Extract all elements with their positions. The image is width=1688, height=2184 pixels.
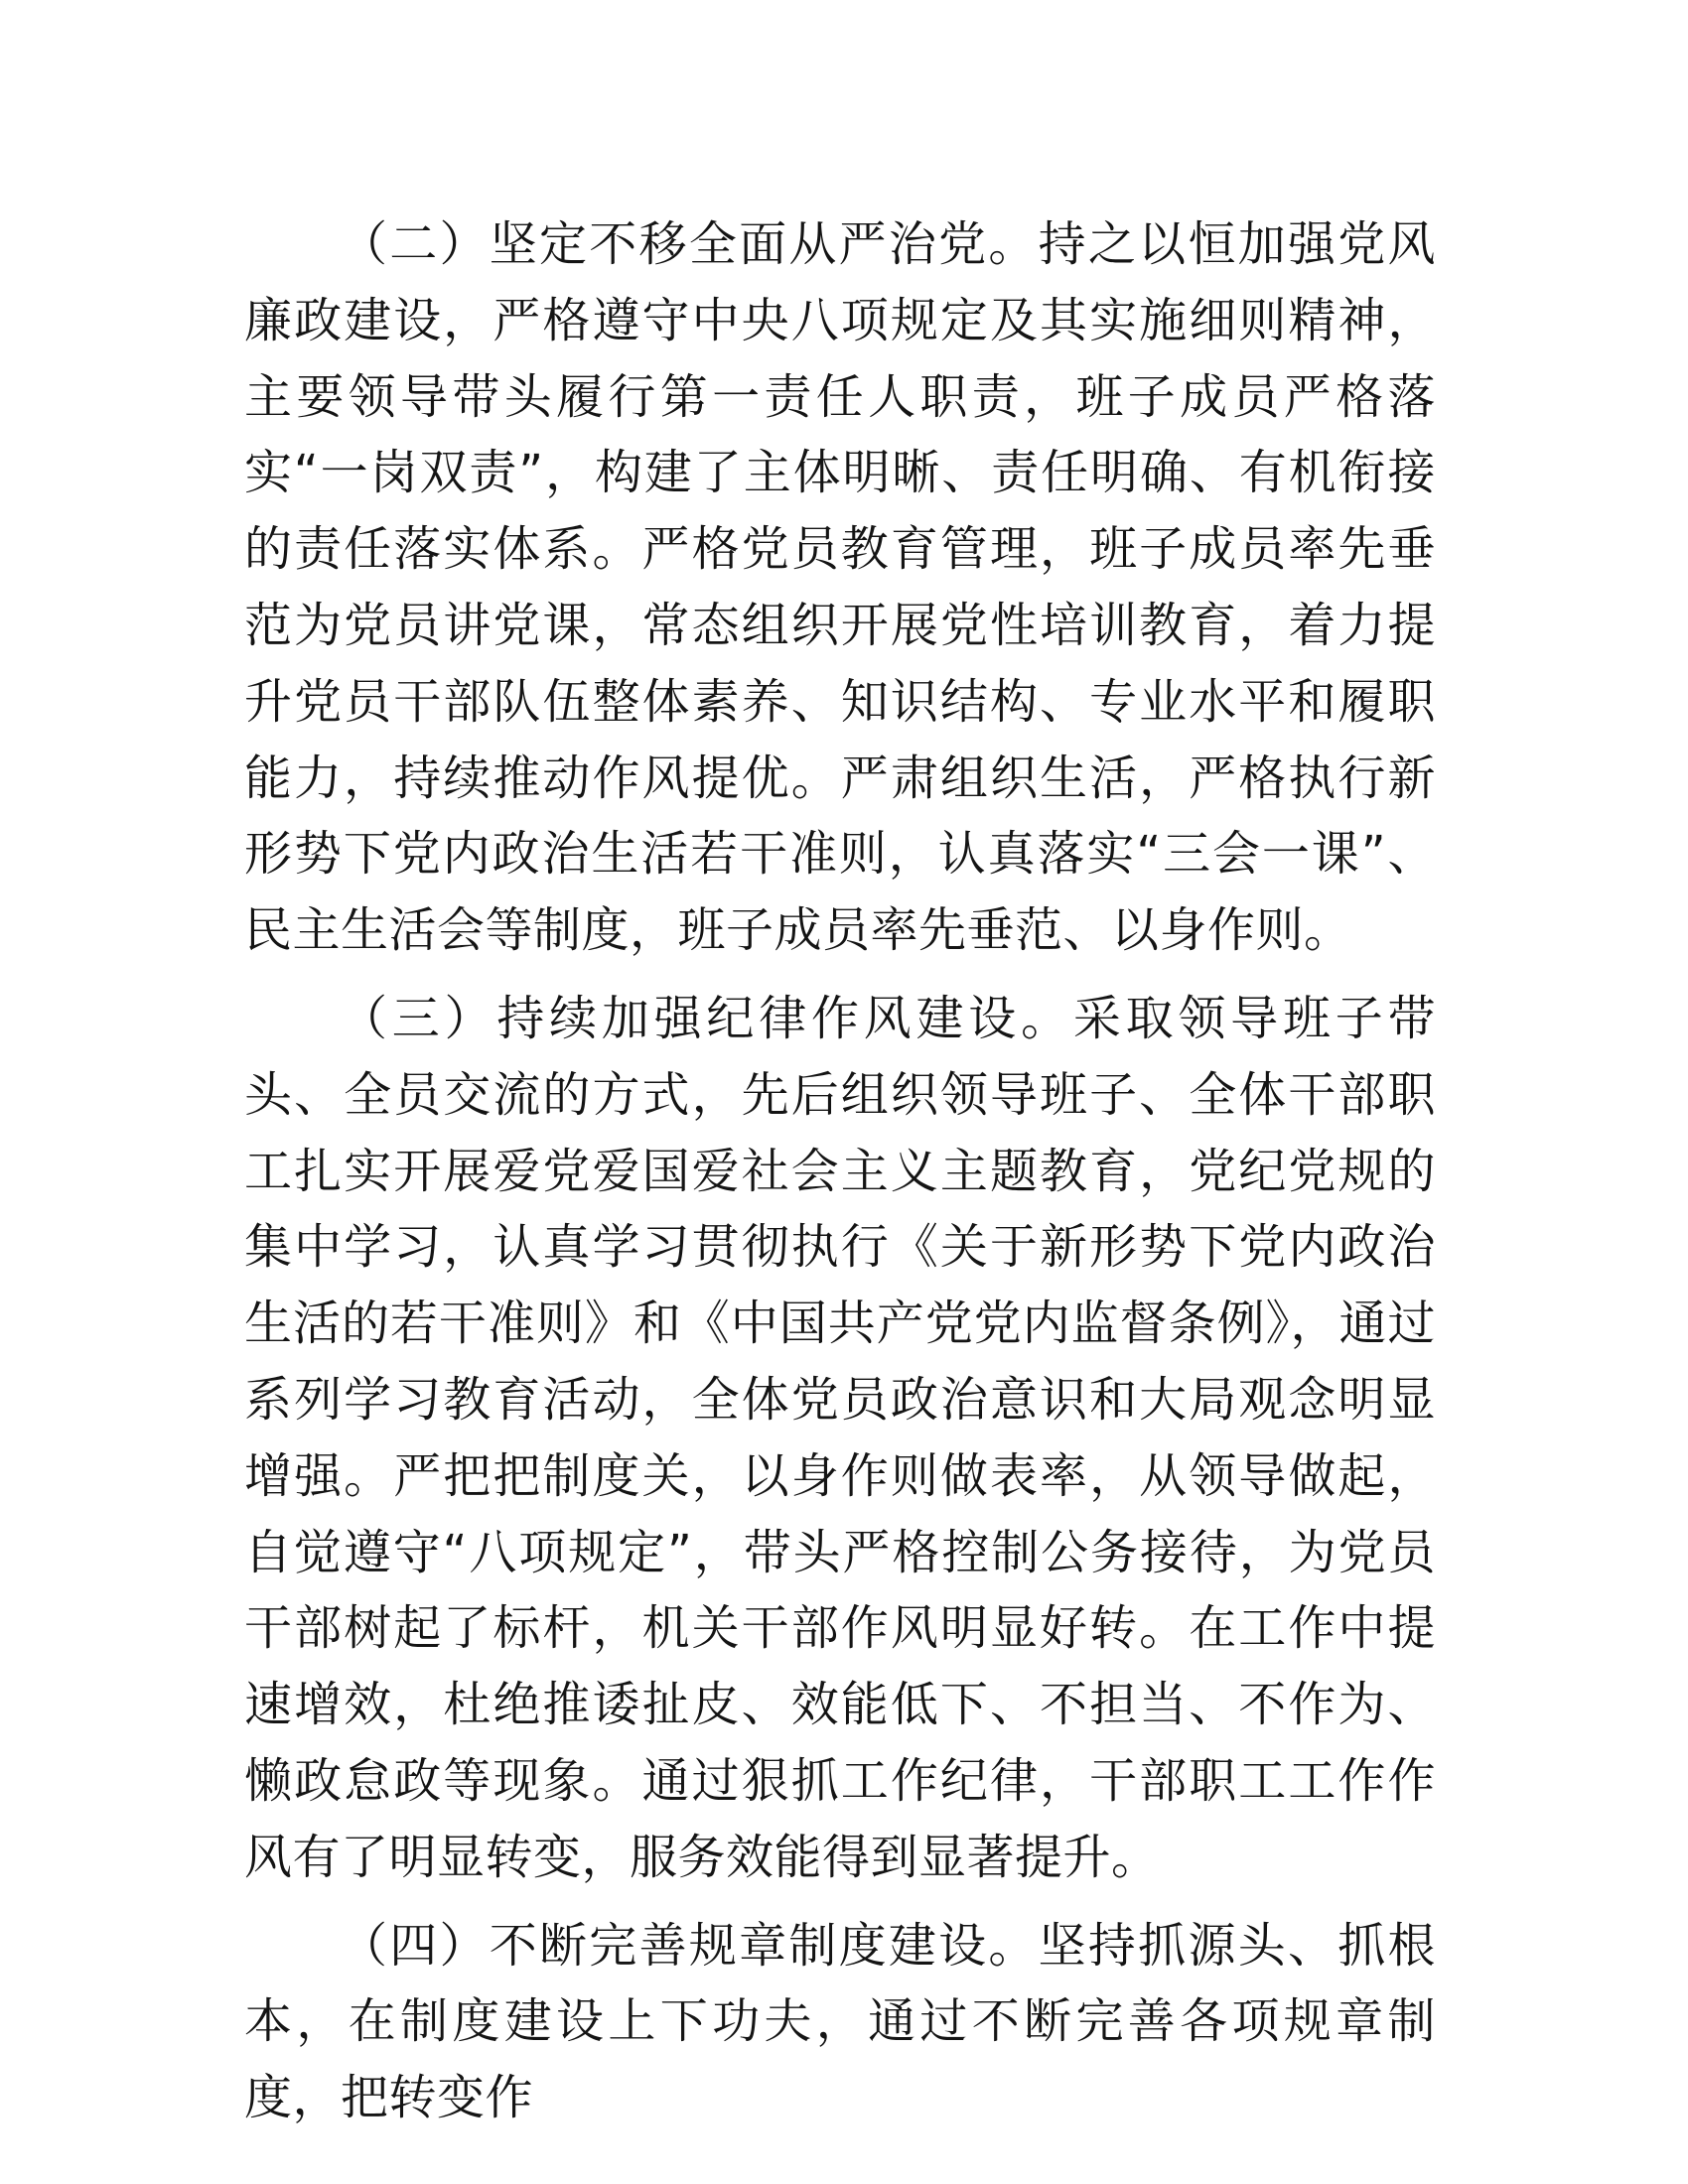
paragraph-rules-system: （四）不断完善规章制度建设。坚持抓源头、抓根本，在制度建设上下功夫，通过不断完善各项规章制度，把转变作: [244, 1917, 1436, 2126]
paragraph-discipline-work-style: （三）持续加强纪律作风建设。采取领导班子带头、全员交流的方式，先后组织领导班子、全体干部职工扎实开展爱党爱国爱社会主义主题教育，党纪党规的集中学习，认真学习贯彻执行《关于新形势下党内政治生活的若干准则》和《中国共产党党内监督条例》，通过系列学习教育活动，全体党员政治意识和大局观念明显增强。严把把制度关，以身作则做表率，从领导做起，自觉遵守“八项规定”，带头严格控制公务接待，为党员干部树起了标杆，机关干部作风明显好转。在工作中提速增效，杜绝推诿扯皮、效能低下、不担当、不作为、懒政怠政等现象。通过狠抓工作纪律，干部职工工作作风有了明显转变，服务效能得到显著提升。: [244, 990, 1436, 1885]
document-body: [244, 206, 1436, 2136]
paragraph-discipline-party-governance: （二）坚定不移全面从严治党。持之以恒加强党风廉政建设，严格遵守中央八项规定及其实施细则精神，主要领导带头履行第一责任人职责，班子成员严格落实“一岗双责”，构建了主体明晰、责任明确、有机衔接的责任落实体系。严格党员教育管理，班子成员率先垂范为党员讲党课，常态组织开展党性培训教育，着力提升党员干部队伍整体素养、知识结构、专业水平和履职能力，持续推动作风提优。严肃组织生活，严格执行新形势下党内政治生活若干准则，认真落实“三会一课”、民主生活会等制度，班子成员率先垂范、以身作则。: [244, 216, 1436, 959]
